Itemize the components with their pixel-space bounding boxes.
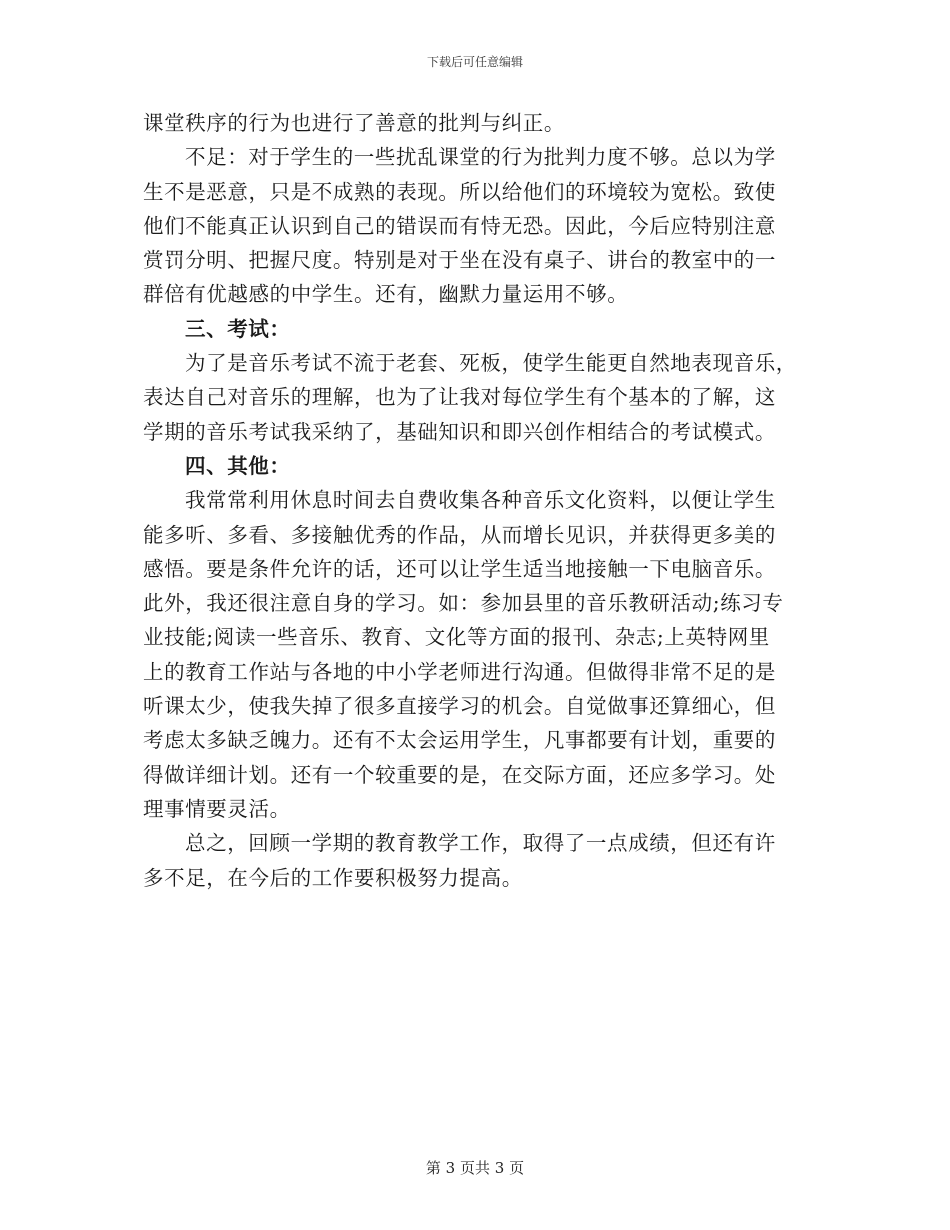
paragraph-line: 学期的音乐考试我采纳了，基础知识和即兴创作相结合的考试模式。	[143, 419, 776, 444]
section-heading-exam: 三、考试：	[185, 316, 291, 341]
paragraph-line: 感悟。要是条件允许的话，还可以让学生适当地接触一下电脑音乐。	[143, 556, 776, 581]
paragraph-line: 赏罚分明、把握尺度。特别是对于坐在没有桌子、讲台的教室中的一	[143, 248, 776, 273]
paragraph-line: 课堂秩序的行为也进行了善意的批判与纠正。	[143, 111, 565, 135]
paragraph-line: 群倍有优越感的中学生。还有，幽默力量运用不够。	[143, 282, 629, 307]
paragraph-line: 此外，我还很注意自身的学习。如：参加县里的音乐教研活动;练习专	[143, 591, 784, 616]
document-body	[143, 106, 808, 895]
paragraph-line: 业技能;阅读一些音乐、教育、文化等方面的报刊、杂志;上英特网里	[143, 625, 770, 650]
paragraph-line: 听课太少，使我失掉了很多直接学习的机会。自觉做事还算细心，但	[143, 694, 776, 719]
paragraph-line: 我常常利用休息时间去自费收集各种音乐文化资料，以便让学生	[185, 488, 776, 513]
paragraph-line: 总之，回顾一学期的教育教学工作，取得了一点成绩，但还有许	[185, 831, 776, 856]
paragraph-line: 不足：对于学生的一些扰乱课堂的行为批判力度不够。总以为学	[185, 145, 776, 170]
paragraph-line: 为了是音乐考试不流于老套、死板，使学生能更自然地表现音乐，	[185, 351, 797, 376]
page-number: 第 3 页共 3 页	[425, 1159, 525, 1177]
paragraph-line: 考虑太多缺乏魄力。还有不太会运用学生，凡事都要有计划，重要的	[143, 728, 776, 753]
paragraph-line: 理事情要灵活。	[143, 796, 291, 821]
paragraph-line: 得做详细计划。还有一个较重要的是，在交际方面，还应多学习。处	[143, 762, 776, 787]
paragraph-line: 生不是恶意，只是不成熟的表现。所以给他们的环境较为宽松。致使	[143, 179, 776, 204]
section-heading-other: 四、其他：	[185, 453, 291, 478]
paragraph-line: 上的教育工作站与各地的中小学老师进行沟通。但做得非常不足的是	[143, 659, 776, 684]
paragraph-line: 他们不能真正认识到自己的错误而有恃无恐。因此，今后应特别注意	[143, 213, 776, 238]
paragraph-line: 能多听、多看、多接触优秀的作品，从而增长见识，并获得更多美的	[143, 522, 776, 547]
paragraph-line: 表达自己对音乐的理解，也为了让我对每位学生有个基本的了解，这	[143, 385, 776, 410]
page-header: 下载后可任意编辑	[426, 55, 523, 69]
paragraph-line: 多不足，在今后的工作要积极努力提高。	[143, 865, 523, 890]
